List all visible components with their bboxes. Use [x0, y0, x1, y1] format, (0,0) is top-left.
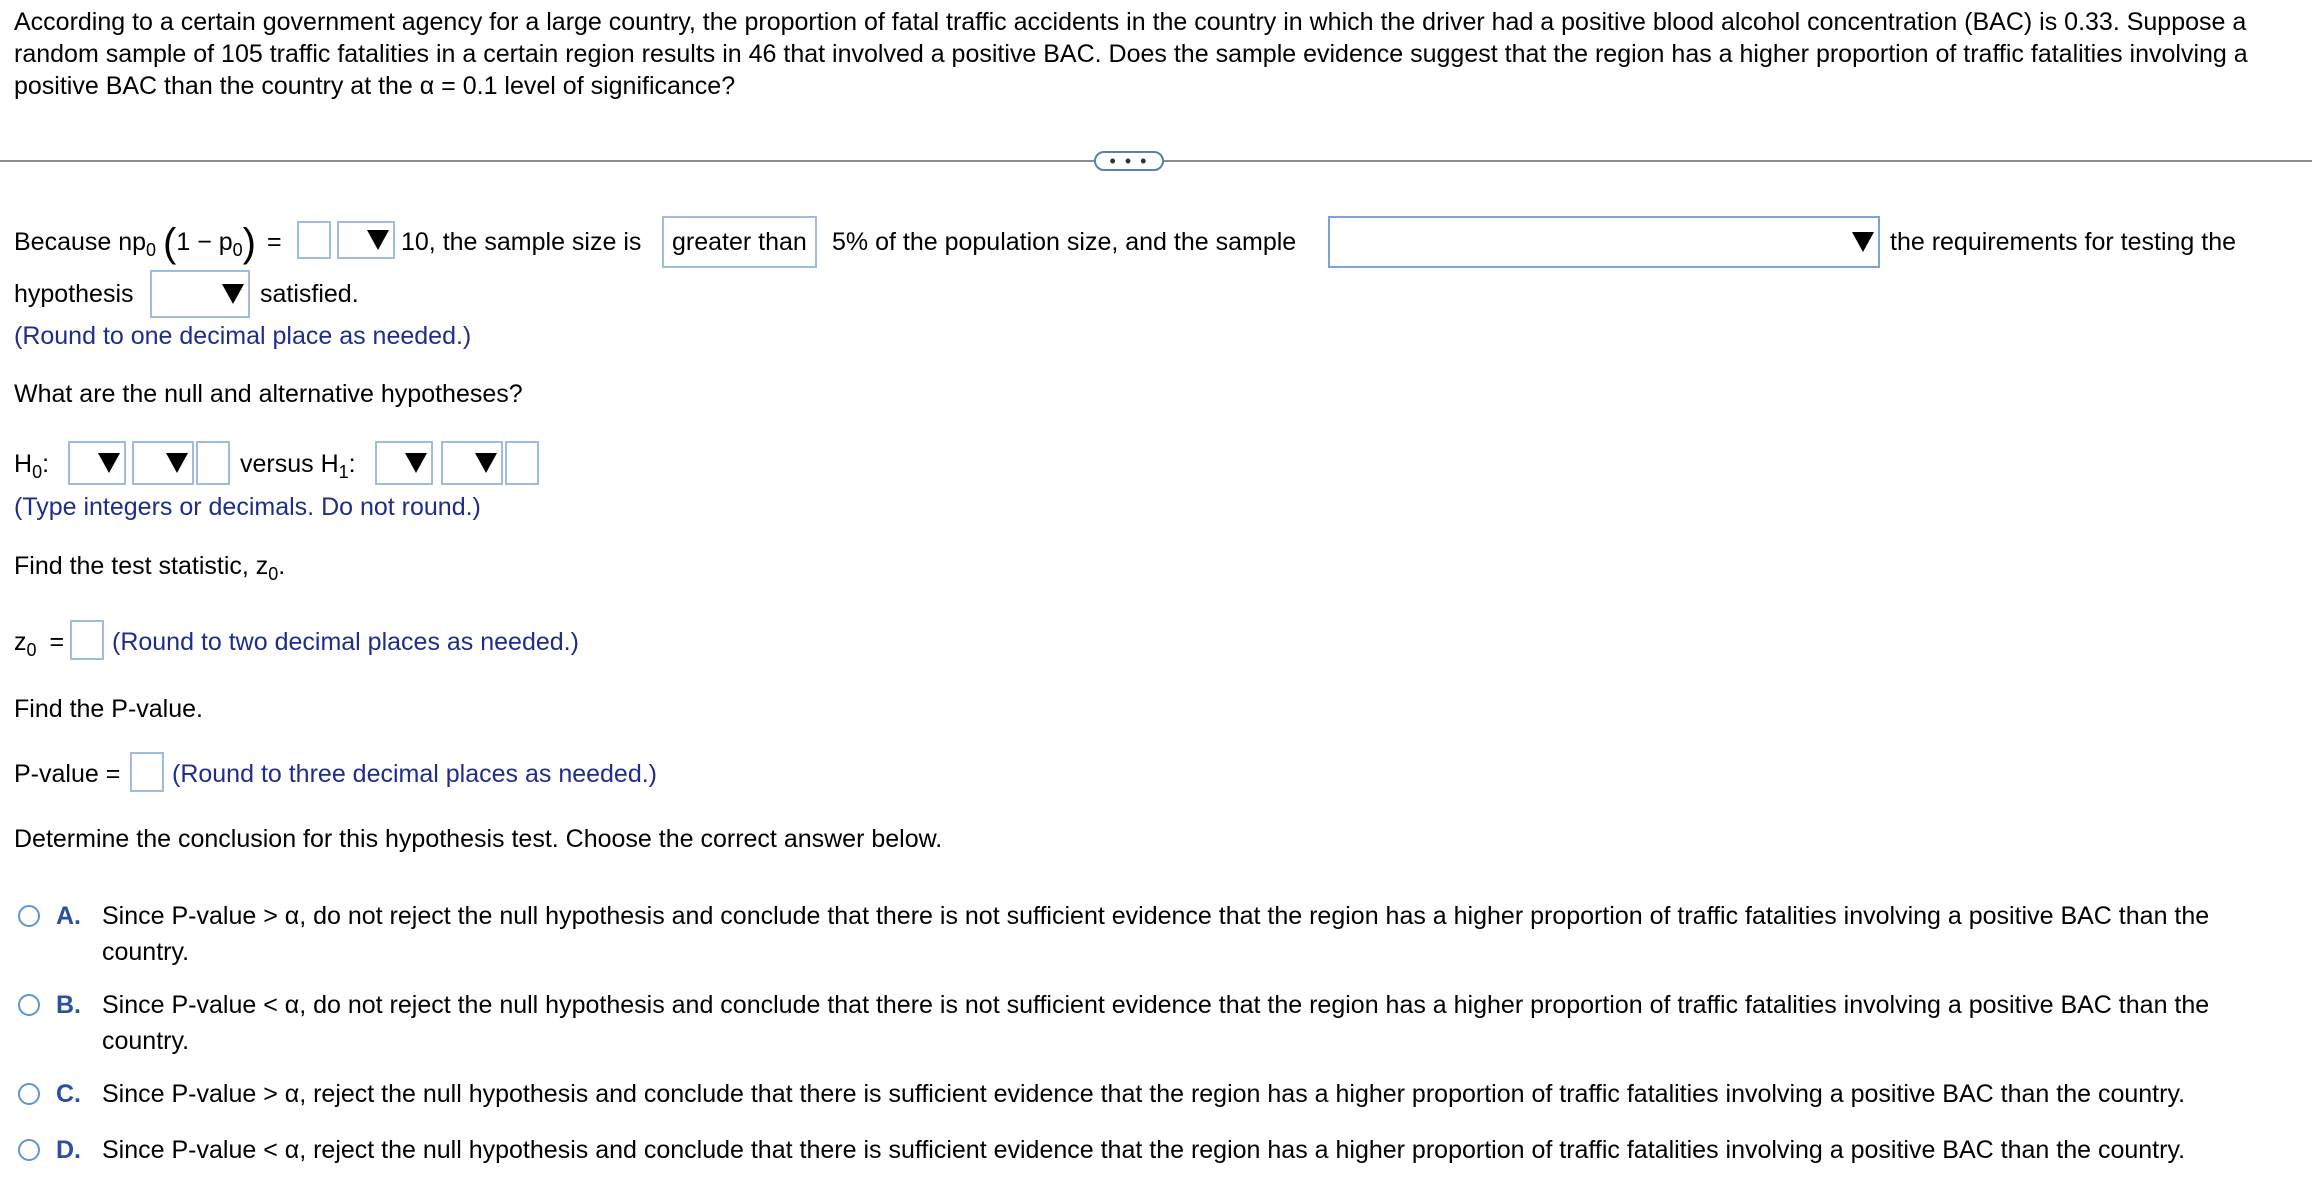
- chevron-down-icon: [222, 284, 244, 304]
- h1-operator-dropdown[interactable]: [441, 441, 503, 485]
- h1-parameter-dropdown[interactable]: [375, 441, 433, 485]
- hypothesis-word: hypothesis: [14, 280, 134, 308]
- round-hint-4: (Round to three decimal places as needed.): [172, 760, 658, 788]
- conclusion-prompt: Determine the conclusion for this hypothesis test. Choose the correct answer below.: [14, 825, 943, 853]
- sample-size-text: 10, the sample size is: [401, 228, 642, 256]
- option-c-text[interactable]: Since P-value > α, reject the null hypothesis and conclude that there is sufficient evidence that the region has a higher proportion of traffic fatalities involving a positive BAC than the country.: [102, 1080, 2186, 1108]
- more-options-button[interactable]: • • •: [1094, 151, 1164, 171]
- round-hint-2: (Type integers or decimals. Do not round.): [14, 493, 481, 521]
- chevron-down-icon: [475, 453, 497, 473]
- chevron-down-icon: [1852, 232, 1874, 252]
- satisfied-text: satisfied.: [260, 280, 359, 308]
- chevron-down-icon: [405, 453, 427, 473]
- question-text: According to a certain government agency for a large country, the proportion of fatal traffic accidents in the country in which the driver had a positive blood alcohol concentration (BAC) is 0.33. Suppose a random sample of 105 traffic fatalities in a certain region results in 46 that involved a positive BAC. Does the sample evidence suggest that the region has a higher proportion of traffic fatalities involving a positive BAC than the country at the α = 0.1 level of significance?: [14, 8, 2248, 100]
- round-hint-3: (Round to two decimal places as needed.): [112, 628, 579, 656]
- population-text: 5% of the population size, and the sample: [832, 228, 1297, 256]
- h0-parameter-dropdown[interactable]: [68, 441, 126, 485]
- compare-dropdown[interactable]: [337, 221, 395, 259]
- h0-operator-dropdown[interactable]: [132, 441, 194, 485]
- npq-value-input[interactable]: [297, 221, 331, 259]
- option-a-radio[interactable]: [18, 905, 40, 927]
- chevron-down-icon: [166, 453, 188, 473]
- option-b-letter: B.: [56, 991, 81, 1019]
- h1-value-input[interactable]: [505, 441, 539, 485]
- hypotheses-prompt: What are the null and alternative hypotheses?: [14, 380, 523, 408]
- test-stat-prompt: Find the test statistic, $z_0$.: [14, 552, 286, 584]
- option-c-radio[interactable]: [18, 1083, 40, 1105]
- pvalue-input[interactable]: [130, 752, 164, 792]
- pvalue-label: P-value =: [14, 760, 121, 788]
- option-a-text[interactable]: Since P-value > α, do not reject the null hypothesis and conclude that there is not sufficient evidence that the region has a higher proportion of traffic fatalities involving a positive BAC than the country.: [102, 902, 2210, 966]
- option-b-radio[interactable]: [18, 994, 40, 1016]
- option-a-letter: A.: [56, 902, 81, 930]
- option-d-text[interactable]: Since P-value < α, reject the null hypothesis and conclude that there is sufficient evidence that the region has a higher proportion of traffic fatalities involving a positive BAC than the country.: [102, 1136, 2186, 1164]
- h0-value-input[interactable]: [196, 441, 230, 485]
- option-b-text[interactable]: Since P-value < α, do not reject the null hypothesis and conclude that there is not sufficient evidence that the region has a higher proportion of traffic fatalities involving a positive BAC than the country.: [102, 991, 2210, 1055]
- round-hint-1: (Round to one decimal place as needed.): [14, 322, 472, 350]
- pvalue-prompt: Find the P-value.: [14, 695, 203, 723]
- z0-input[interactable]: [70, 620, 104, 660]
- chevron-down-icon: [98, 453, 120, 473]
- satisfied-dropdown[interactable]: [150, 270, 250, 318]
- requirements-prefix: Because $np_0$ $(1 - p_0)$ =: [14, 221, 282, 265]
- sample-selection-dropdown[interactable]: [1328, 216, 1880, 268]
- h0-label: $H_0$:: [14, 450, 50, 482]
- option-d-letter: D.: [56, 1136, 81, 1164]
- h1-label: versus $H_1$:: [240, 450, 356, 482]
- chevron-down-icon: [367, 230, 389, 250]
- requirements-text: the requirements for testing the: [1890, 228, 2237, 256]
- option-c-letter: C.: [56, 1080, 81, 1108]
- sample-size-dropdown[interactable]: greater than: [662, 216, 817, 268]
- option-d-radio[interactable]: [18, 1139, 40, 1161]
- z0-label: $z_0$ =: [14, 628, 65, 660]
